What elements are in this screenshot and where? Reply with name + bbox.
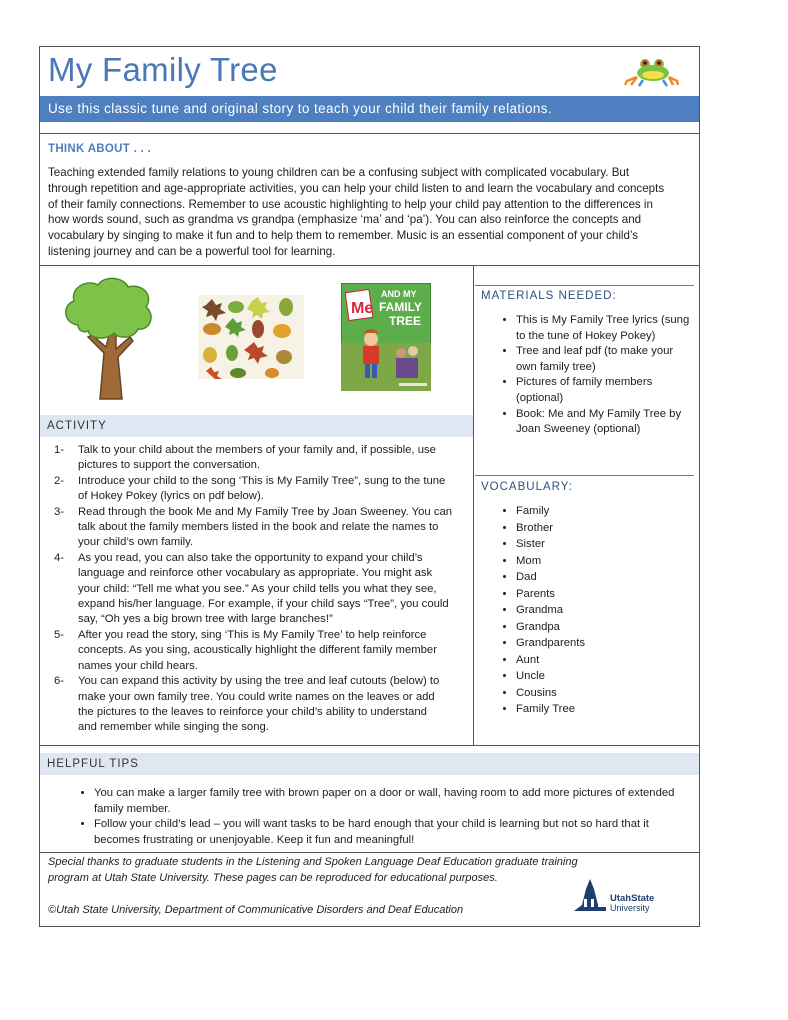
- list-item: • Grandma: [516, 602, 694, 619]
- think-about-heading: THINK ABOUT . . .: [48, 143, 152, 155]
- book-cover-me: Me: [351, 300, 374, 317]
- list-item: 6- You can expand this activity by using the tree and leaf cutouts (below) to make your own family tree. You could write names on the leaves or add the pictures to the leaves to reinforce your child’s ability to understand and remember while singing the song.: [54, 675, 440, 734]
- think-line: how words sound, such as grandma vs grandpa (emphasize ‘ma’ and ‘pa’). You can also reinforce the concepts and: [48, 213, 642, 227]
- copyright: ©Utah State University, Department of Communicative Disorders and Deaf Education: [48, 904, 464, 916]
- intro-banner: Use this classic tune and original story to teach your child their family relations.: [40, 96, 699, 122]
- book-cover-and-my: AND MY: [381, 289, 417, 299]
- frog-icon: [623, 51, 679, 87]
- tree-illustration: [58, 275, 158, 401]
- logo-line1: UtahState: [610, 893, 655, 904]
- think-line: through repetition and age-appropriate activities, you can help your child listen to and learn the vocabulary and concepts: [48, 181, 665, 195]
- divider: [40, 745, 699, 746]
- list-item: 1- Talk to your child about the members of your family and, if possible, use pictures to support the conversation.: [54, 444, 436, 472]
- think-line: vocabulary by singing to make it fun and to help them to remember. Music is an essential component of your child’s: [48, 229, 639, 243]
- illustrations: [40, 267, 473, 413]
- activity-heading: ACTIVITY: [40, 415, 473, 437]
- list-item: • Tree and leaf pdf (to make your own family tree): [516, 344, 694, 375]
- think-line: listening journey and can be a powerful tool for learning.: [48, 244, 336, 258]
- list-item: • Brother: [516, 520, 694, 537]
- vocabulary-rule: [475, 475, 694, 476]
- list-item: 5- After you read the story, sing ‘This is My Family Tree’ to help reinforce concepts. As you sing, acoustically highlight the different family member names your child hears.: [54, 628, 437, 672]
- materials-rule: [475, 285, 694, 286]
- list-item: • Pictures of family members (optional): [516, 375, 694, 406]
- book-cover-family: FAMILY: [379, 300, 422, 314]
- list-item: • Follow your child’s lead – you will want tasks to be hard enough that your child is learning but not so hard that it becomes frustrating or unenjoyable. Keep it fun and meaningful!: [94, 817, 690, 848]
- utah-state-university-logo: [572, 877, 672, 917]
- acknowledgement: Special thanks to graduate students in the Listening and Spoken Language Deaf Education graduate training program at Utah State University. These pages can be reproduced for educational purposes.: [48, 856, 578, 884]
- list-item: • Parents: [516, 586, 694, 603]
- book-cover-tree: TREE: [389, 314, 422, 328]
- list-item: • Book: Me and My Family Tree by Joan Sweeney (optional): [516, 407, 694, 438]
- list-item: 2- Introduce your child to the song ‘This is My Family Tree”, sung to the tune of Hokey Pokey (lyrics on pdf below).: [54, 474, 446, 503]
- think-about-body: [48, 165, 694, 260]
- list-item: • Mom: [516, 553, 694, 570]
- materials-heading: MATERIALS NEEDED:: [481, 290, 617, 302]
- list-item: • Grandpa: [516, 619, 694, 636]
- handout-page: [39, 46, 700, 927]
- logo-line2: University: [610, 903, 650, 913]
- divider: [40, 133, 699, 134]
- think-line: Teaching extended family relations to young children can be a confusing subject with complicated vocabulary. But: [48, 166, 630, 179]
- think-line: of their family connections. Remember to use acoustic highlighting to help your child pay attention to the differences in: [48, 197, 653, 211]
- list-item: • Uncle: [516, 668, 694, 685]
- helpful-tips-heading: HELPFUL TIPS: [40, 753, 699, 775]
- page-title: My Family Tree: [48, 51, 278, 88]
- vocabulary-heading: VOCABULARY:: [481, 481, 573, 493]
- title-row: [40, 47, 699, 91]
- list-item: 4- As you read, you can also take the opportunity to expand your child’s language and reinforce other vocabulary as appropriate. You might ask your child: “Tell me what you see.” As your child tells you what they see, expand his/her language. For example, if your child says “Tree”, you could say, “Oh yes a big brown tree with large branches!”: [54, 551, 449, 626]
- book-cover-illustration: [341, 283, 431, 391]
- list-item: • Family Tree: [516, 701, 694, 718]
- vocabulary-list: [494, 503, 694, 718]
- divider: [40, 265, 699, 266]
- list-item: 3- Read through the book Me and My Family Tree by Joan Sweeney. You can talk about the family members listed in the book and relate the names to your child’s own family.: [54, 505, 453, 549]
- list-item: • Dad: [516, 569, 694, 586]
- leaves-illustration: [198, 295, 304, 379]
- list-item: • Sister: [516, 536, 694, 553]
- divider: [40, 852, 699, 853]
- list-item: • Family: [516, 503, 694, 520]
- tips-list: [70, 786, 690, 848]
- list-item: • Grandparents: [516, 635, 694, 652]
- materials-list: [494, 313, 694, 438]
- list-item: • Cousins: [516, 685, 694, 702]
- list-item: • This is My Family Tree lyrics (sung to the tune of Hokey Pokey): [516, 313, 694, 344]
- column-divider: [473, 265, 474, 745]
- list-item: • Aunt: [516, 652, 694, 669]
- activity-steps: [48, 443, 468, 736]
- list-item: • You can make a larger family tree with brown paper on a door or wall, having room to add more pictures of extended family member.: [94, 786, 690, 817]
